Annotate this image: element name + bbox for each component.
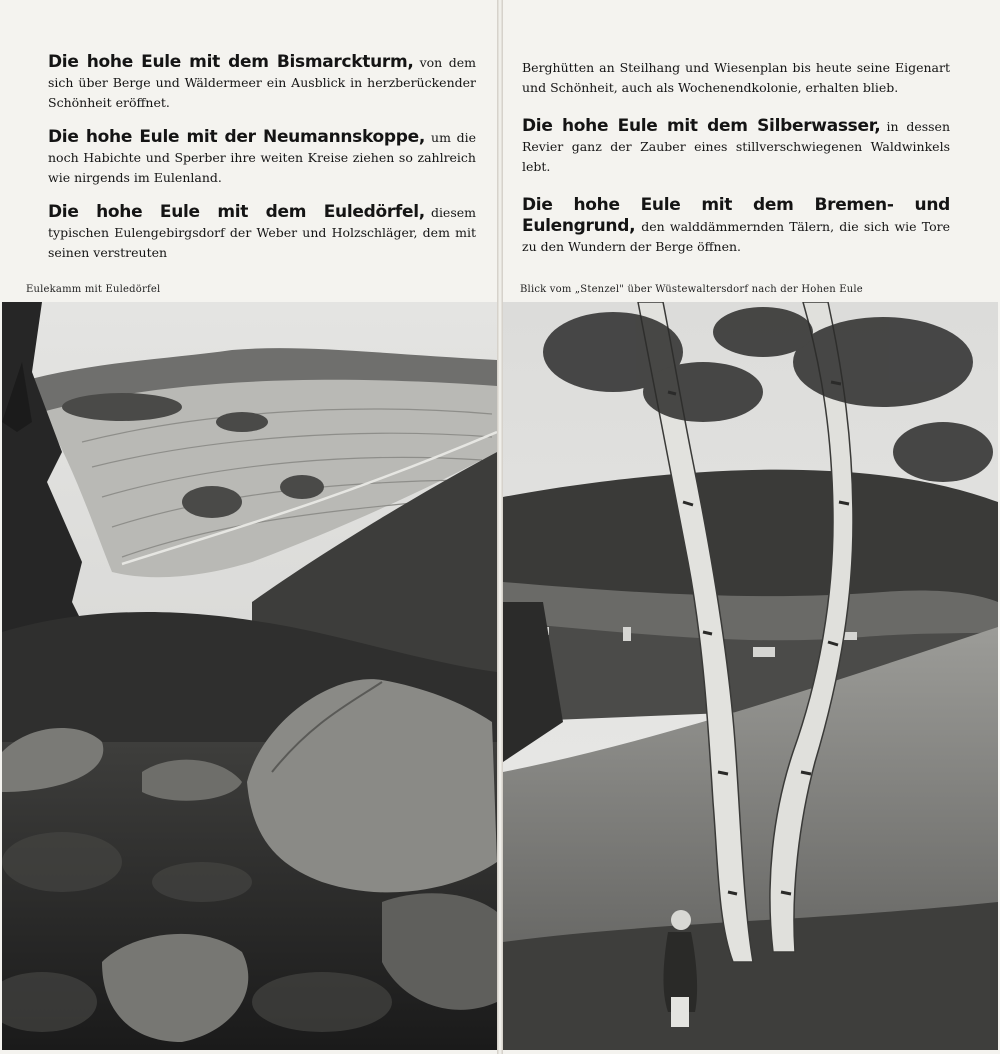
right-photo-caption: Blick vom „Stenzel" über Wüstewaltersdorf nach der Hohen Eule: [520, 284, 863, 295]
right-text-block: [522, 58, 950, 271]
left-photo-caption: Eulekamm mit Euledörfel: [26, 284, 161, 295]
photo-eulekamm: [2, 302, 497, 1050]
paragraph-bremengrund: [522, 195, 950, 257]
paragraph-body: diesem typischen Eulengebirgsdorf der Weber und Holzschläger, dem mit seinen verstreuten: [48, 205, 476, 260]
paragraph-silberwasser: [522, 116, 950, 177]
paragraph-lead: Die hohe Eule mit dem Bremen- und Eulengrund,: [522, 195, 950, 236]
paragraph-continuation: [522, 58, 950, 98]
paragraph-lead: Die hohe Eule mit dem Silberwasser,: [522, 116, 881, 136]
paragraph-body: Berghütten an Steilhang und Wiesenplan bis heute seine Eigenart und Schönheit, auch als Wochenendkolonie, erhalten blieb.: [522, 60, 950, 95]
paragraph-lead: Die hohe Eule mit dem Euledörfel,: [48, 202, 425, 222]
paragraph-body: den walddämmernden Tälern, die sich wie Tore zu den Wundern der Berge öffnen.: [522, 219, 950, 254]
paragraph-body: um die noch Habichte und Sperber ihre weiten Kreise ziehen so zahlreich wie nirgends im Eulenland.: [48, 130, 476, 185]
photo-stenzel-view: [503, 302, 998, 1050]
paragraph-neumannskoppe: [48, 127, 476, 188]
paragraph-euledoerfel: [48, 202, 476, 263]
paragraph-bismarckturm: [48, 52, 476, 113]
paragraph-body: in dessen Revier ganz der Zauber eines stillverschwiegenen Waldwinkels lebt.: [522, 119, 950, 174]
paragraph-lead: Die hohe Eule mit der Neumannskoppe,: [48, 127, 426, 147]
paragraph-body: von dem sich über Berge und Wäldermeer ein Ausblick in herzberückender Schönheit eröffnet.: [48, 55, 476, 110]
paragraph-lead: Die hohe Eule mit dem Bismarckturm,: [48, 52, 414, 72]
left-text-block: [48, 52, 476, 277]
